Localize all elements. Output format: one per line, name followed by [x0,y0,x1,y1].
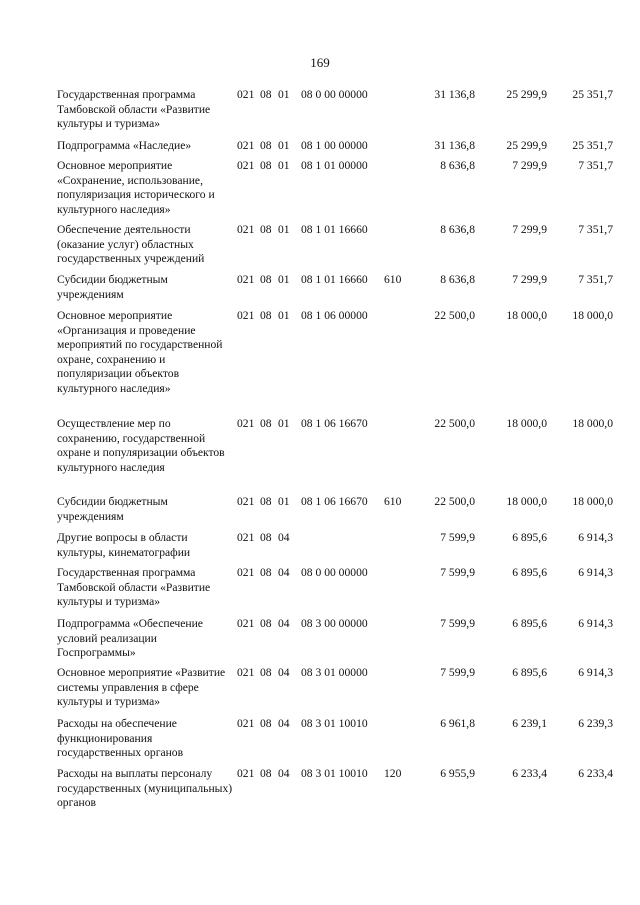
amount-year-3: 6 914,3 [578,617,613,630]
amount-year-2: 18 000,0 [506,309,547,322]
amount-year-2: 6 233,4 [512,767,547,780]
amount-year-3: 6 239,3 [578,717,613,730]
page-number: 169 [310,55,330,70]
dept-code: 021 [237,139,255,152]
section-code: 08 [260,666,272,679]
subsection-code: 01 [278,88,290,101]
subsection-code: 04 [278,566,290,579]
row-name: Осуществление мер по сохранению, государственной охране и популяризации объектов культурного наследия [57,417,225,474]
amount-year-1: 31 136,8 [434,88,475,101]
amount-year-1: 8 636,8 [440,223,475,236]
target-article-code: 08 3 01 00000 [301,666,368,679]
row-name: Субсидии бюджетным учреждениям [57,273,168,301]
target-article-code: 08 1 00 00000 [301,139,368,152]
expense-type-code: 610 [384,273,402,286]
section-code: 08 [260,495,272,508]
table-row [57,88,627,139]
table-row [57,767,627,817]
amount-year-1: 8 636,8 [440,273,475,286]
dept-code: 021 [237,159,255,172]
dept-code: 021 [237,495,255,508]
row-name: Расходы на выплаты персоналу государственных (муниципальных) органов [57,767,233,810]
target-article-code: 08 1 01 00000 [301,159,368,172]
table-row [57,273,627,309]
amount-year-1: 7 599,9 [440,566,475,579]
expense-type-code: 120 [384,767,402,780]
amount-year-1: 22 500,0 [434,495,475,508]
amount-year-1: 22 500,0 [434,417,475,430]
section-code: 08 [260,617,272,630]
section-code: 08 [260,159,272,172]
row-name: Расходы на обеспечение функционирования государственных органов [57,717,184,760]
amount-year-2: 25 299,9 [506,88,547,101]
subsection-code: 01 [278,139,290,152]
amount-year-2: 25 299,9 [506,139,547,152]
dept-code: 021 [237,666,255,679]
amount-year-2: 18 000,0 [506,495,547,508]
dept-code: 021 [237,417,255,430]
section-code: 08 [260,417,272,430]
subsection-code: 04 [278,617,290,630]
target-article-code: 08 3 00 00000 [301,617,368,630]
table-row [57,159,627,223]
dept-code: 021 [237,309,255,322]
table-row [57,566,627,617]
dept-code: 021 [237,617,255,630]
subsection-code: 01 [278,417,290,430]
section-code: 08 [260,273,272,286]
section-code: 08 [260,139,272,152]
amount-year-2: 6 895,6 [512,566,547,579]
dept-code: 021 [237,767,255,780]
row-name: Субсидии бюджетным учреждениям [57,495,168,523]
row-name: Обеспечение деятельности (оказание услуг) областных государственных учреждений [57,223,205,266]
subsection-code: 04 [278,531,290,544]
target-article-code: 08 1 06 16670 [301,495,368,508]
amount-year-3: 25 351,7 [572,139,613,152]
amount-year-2: 6 895,6 [512,666,547,679]
row-name: Государственная программа Тамбовской области «Развитие культуры и туризма» [57,566,211,609]
row-name: Основное мероприятие «Сохранение, использование, популяризация исторического и культурного наследия» [57,159,215,216]
amount-year-3: 6 914,3 [578,531,613,544]
table-row [57,223,627,273]
row-name: Подпрограмма «Обеспечение условий реализации Госпрограммы» [57,617,203,660]
target-article-code: 08 1 06 16670 [301,417,368,430]
budget-table [57,88,627,817]
amount-year-1: 7 599,9 [440,666,475,679]
subsection-code: 04 [278,666,290,679]
target-article-code: 08 1 06 00000 [301,309,368,322]
amount-year-3: 7 351,7 [578,223,613,236]
expense-type-code: 610 [384,495,402,508]
dept-code: 021 [237,88,255,101]
row-name: Другие вопросы в области культуры, кинематографии [57,531,191,559]
amount-year-3: 25 351,7 [572,88,613,101]
section-code: 08 [260,531,272,544]
section-code: 08 [260,717,272,730]
table-row [57,617,627,666]
target-article-code: 08 0 00 00000 [301,566,368,579]
dept-code: 021 [237,273,255,286]
amount-year-3: 7 351,7 [578,159,613,172]
table-row [57,309,627,417]
row-name: Основное мероприятие «Развитие системы управления в сфере культуры и туризма» [57,666,226,709]
amount-year-2: 7 299,9 [512,273,547,286]
table-row [57,495,627,531]
section-code: 08 [260,223,272,236]
subsection-code: 04 [278,717,290,730]
subsection-code: 04 [278,767,290,780]
amount-year-3: 6 914,3 [578,666,613,679]
table-row [57,417,627,495]
dept-code: 021 [237,566,255,579]
amount-year-3: 7 351,7 [578,273,613,286]
amount-year-2: 7 299,9 [512,159,547,172]
amount-year-1: 8 636,8 [440,159,475,172]
amount-year-2: 7 299,9 [512,223,547,236]
target-article-code: 08 0 00 00000 [301,88,368,101]
amount-year-3: 6 914,3 [578,566,613,579]
amount-year-1: 7 599,9 [440,617,475,630]
amount-year-2: 6 239,1 [512,717,547,730]
amount-year-2: 6 895,6 [512,617,547,630]
row-name: Основное мероприятие «Организация и проведение мероприятий по государственной охране, сохранению и популяризации объектов культурного наследия» [57,309,223,395]
amount-year-3: 18 000,0 [572,309,613,322]
subsection-code: 01 [278,159,290,172]
target-article-code: 08 3 01 10010 [301,767,368,780]
subsection-code: 01 [278,495,290,508]
section-code: 08 [260,767,272,780]
amount-year-2: 6 895,6 [512,531,547,544]
table-row [57,666,627,717]
row-name: Подпрограмма «Наследие» [57,139,192,152]
section-code: 08 [260,88,272,101]
table-row [57,717,627,767]
subsection-code: 01 [278,273,290,286]
amount-year-3: 18 000,0 [572,495,613,508]
dept-code: 021 [237,223,255,236]
row-name: Государственная программа Тамбовской области «Развитие культуры и туризма» [57,88,211,131]
target-article-code: 08 3 01 10010 [301,717,368,730]
amount-year-1: 22 500,0 [434,309,475,322]
amount-year-1: 6 961,8 [440,717,475,730]
amount-year-2: 18 000,0 [506,417,547,430]
target-article-code: 08 1 01 16660 [301,273,368,286]
table-row [57,139,627,159]
section-code: 08 [260,566,272,579]
amount-year-1: 7 599,9 [440,531,475,544]
amount-year-1: 31 136,8 [434,139,475,152]
amount-year-1: 6 955,9 [440,767,475,780]
subsection-code: 01 [278,223,290,236]
amount-year-3: 6 233,4 [578,767,613,780]
target-article-code: 08 1 01 16660 [301,223,368,236]
dept-code: 021 [237,717,255,730]
amount-year-3: 18 000,0 [572,417,613,430]
subsection-code: 01 [278,309,290,322]
table-row [57,531,627,566]
section-code: 08 [260,309,272,322]
dept-code: 021 [237,531,255,544]
